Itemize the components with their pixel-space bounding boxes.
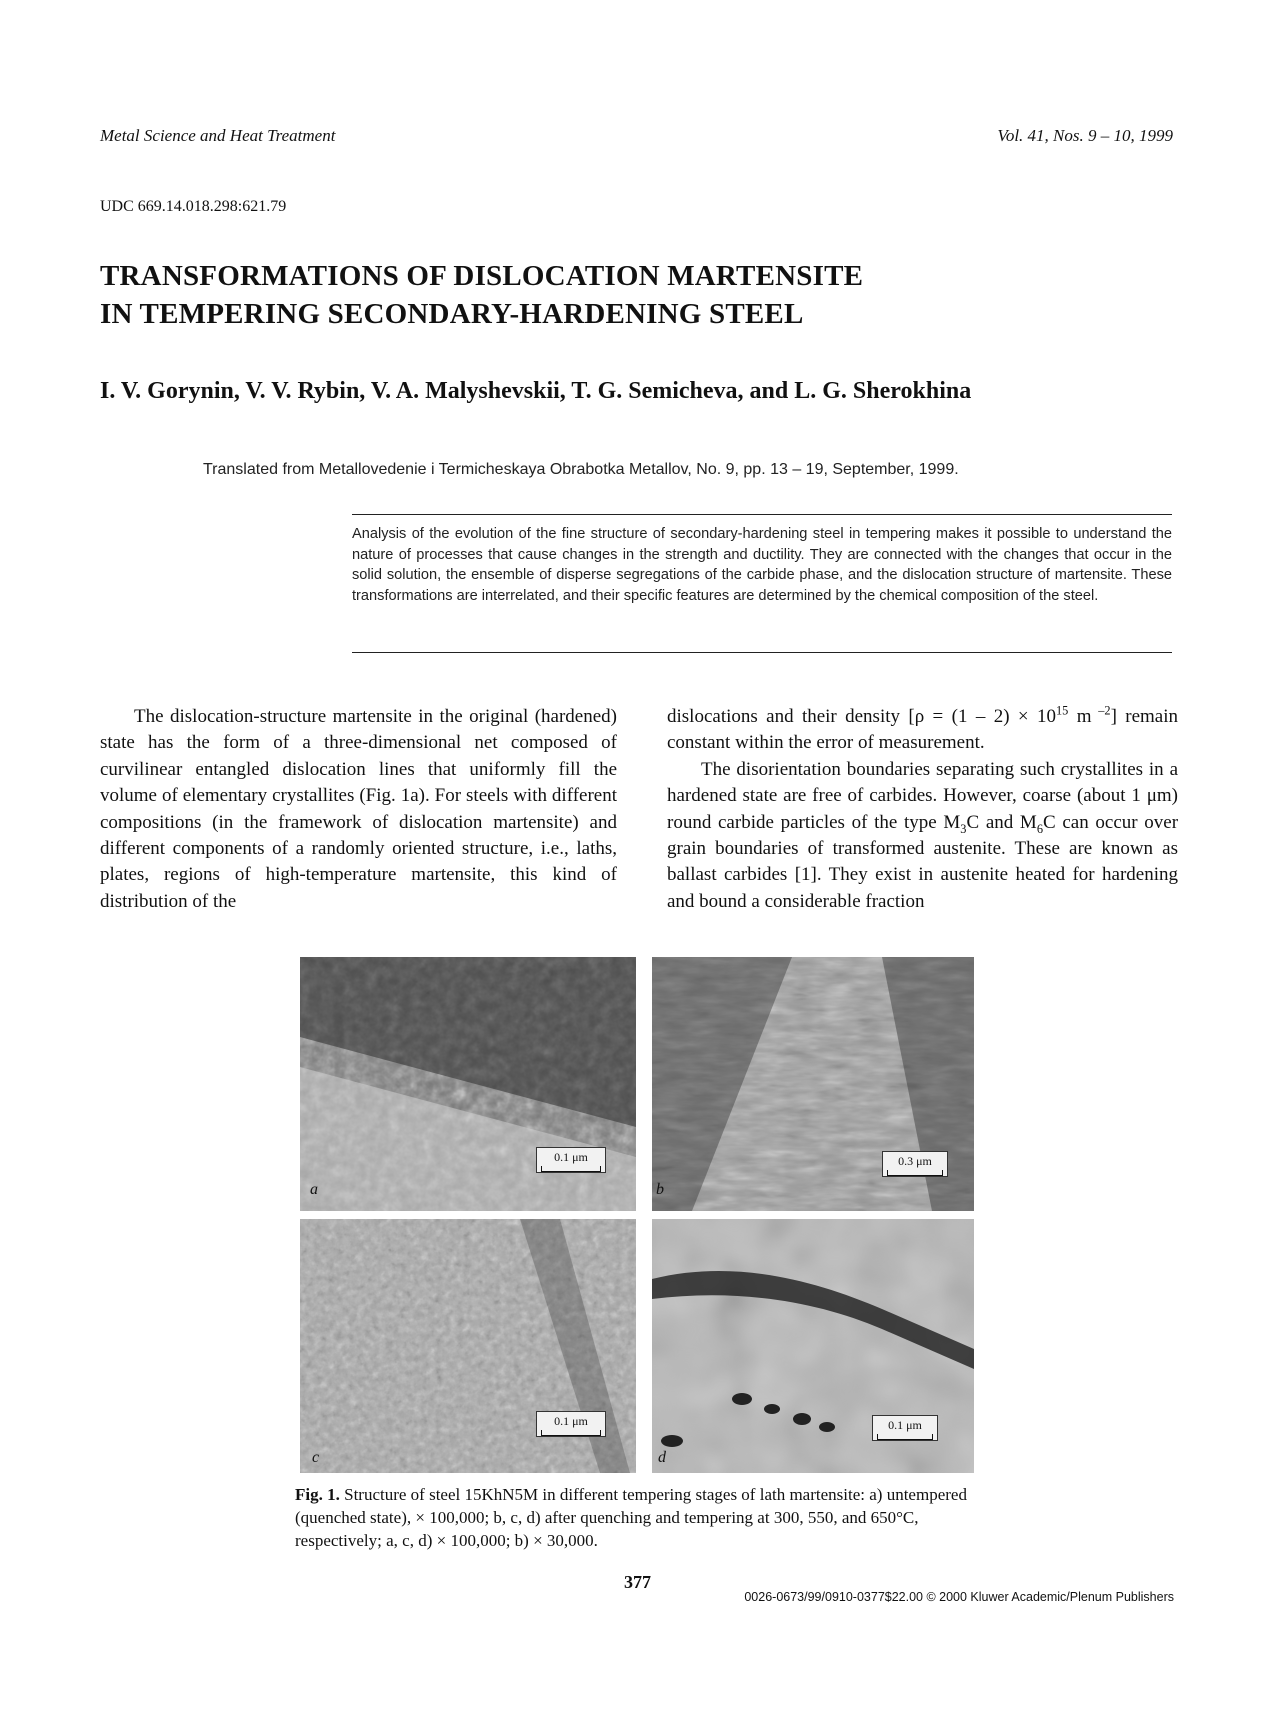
abstract-bottom-rule [352, 652, 1172, 653]
volume-info: Vol. 41, Nos. 9 – 10, 1999 [997, 126, 1173, 145]
author-list: I. V. Gorynin, V. V. Rybin, V. A. Malyshevskii, T. G. Semicheva, and L. G. Sherokhina [100, 378, 972, 404]
body-paragraph-right-1 [667, 704, 1178, 757]
panel-label-b: b [656, 1181, 664, 1198]
figure-1 [300, 957, 978, 1473]
panel-label-d: d [658, 1449, 666, 1466]
figure-caption-text: Structure of steel 15KhN5M in different tempering stages of lath martensite: a) untempered (quenched state), × 100,000; b, c, d) after quenching and tempering at 300, 550, and 650°C, respectively; a, c, d) × 100,000; b) × 30,000. [295, 1485, 967, 1550]
figure-caption-label: Fig. 1. [295, 1485, 340, 1504]
figure-caption [295, 1483, 985, 1552]
scale-bar-b [882, 1151, 948, 1177]
micrograph-b [652, 957, 974, 1211]
text-run: m [1068, 706, 1092, 727]
scale-bar-label: 0.1 μm [554, 1150, 588, 1164]
udc-code: UDC 669.14.018.298:621.79 [100, 198, 287, 215]
scale-bar-label: 0.3 μm [898, 1154, 932, 1168]
abstract-top-rule [352, 514, 1172, 515]
copyright-footer: 0026-0673/99/0910-0377$22.00 © 2000 Kluwer Academic/Plenum Publishers [744, 1590, 1174, 1604]
body-column-left [100, 704, 617, 915]
scale-bar-d [872, 1415, 938, 1441]
panel-label-c: c [312, 1449, 320, 1466]
scale-bar-line [541, 1430, 601, 1436]
text-run: C can occur over grain boundaries of transformed austenite. These are known as ballast carbides [1]. They exist in austenite heated for hardening and bound a considerable fraction [667, 811, 1179, 912]
subscript: 3 [960, 821, 967, 836]
article-title [100, 257, 1180, 333]
superscript: –2 [1091, 703, 1111, 718]
body-column-right [667, 704, 1178, 915]
text-run: C and M [966, 811, 1037, 833]
journal-name: Metal Science and Heat Treatment [100, 126, 336, 145]
page-number: 377 [624, 1572, 651, 1592]
text-run: ] remain constant within the error of measurement. [667, 706, 1179, 754]
micrograph-a [300, 957, 636, 1211]
micrograph-d [652, 1219, 974, 1473]
scale-bar-c [536, 1411, 606, 1437]
superscript: 15 [1056, 703, 1069, 718]
body-paragraph-right-2 [667, 757, 1178, 915]
scale-bar-a [536, 1147, 606, 1173]
scale-bar-label: 0.1 μm [888, 1418, 922, 1432]
abstract: Analysis of the evolution of the fine structure of secondary-hardening steel in tempering makes it possible to understand the nature of processes that cause changes in the strength and ductility. They are connected with the changes that occur in the solid solution, the ensemble of disperse segregations of the carbide phase, and the dislocation structure of martensite. These transformations are interrelated, and their specific features are determined by the chemical composition of the steel. [352, 526, 1172, 604]
body-paragraph-left: The dislocation-structure martensite in the original (hardened) state has the form of a three-dimensional net composed of curvilinear entangled dislocation lines that uniformly fill the volume of elementary crystallites (Fig. 1a). For steels with different compositions (in the framework of dislocation martensite) and different components of a randomly oriented structure, i.e., laths, plates, regions of high-temperature martensite, this kind of distribution of the [100, 706, 617, 912]
title-line-1: TRANSFORMATIONS OF DISLOCATION MARTENSITE [100, 260, 864, 292]
panel-label-a: a [310, 1181, 318, 1198]
micrograph-c [300, 1219, 636, 1473]
scale-bar-line [541, 1166, 601, 1172]
text-run: The disorientation boundaries separating such crystallites in a hardened state are free of carbides. However, coarse (about 1 μm) round carbide particles of the type M [667, 758, 1178, 833]
translation-note: Translated from Metallovedenie i Termicheskaya Obrabotka Metallov, No. 9, pp. 13 – 19, September, 1999. [203, 461, 959, 478]
text-run: dislocations and their density [ρ = (1 – 2) × 10 [667, 706, 1056, 727]
title-line-2: IN TEMPERING SECONDARY-HARDENING STEEL [100, 298, 804, 330]
scale-bar-line [887, 1170, 943, 1176]
scale-bar-label: 0.1 μm [554, 1414, 588, 1428]
subscript: 6 [1036, 821, 1043, 836]
scale-bar-line [877, 1434, 933, 1440]
